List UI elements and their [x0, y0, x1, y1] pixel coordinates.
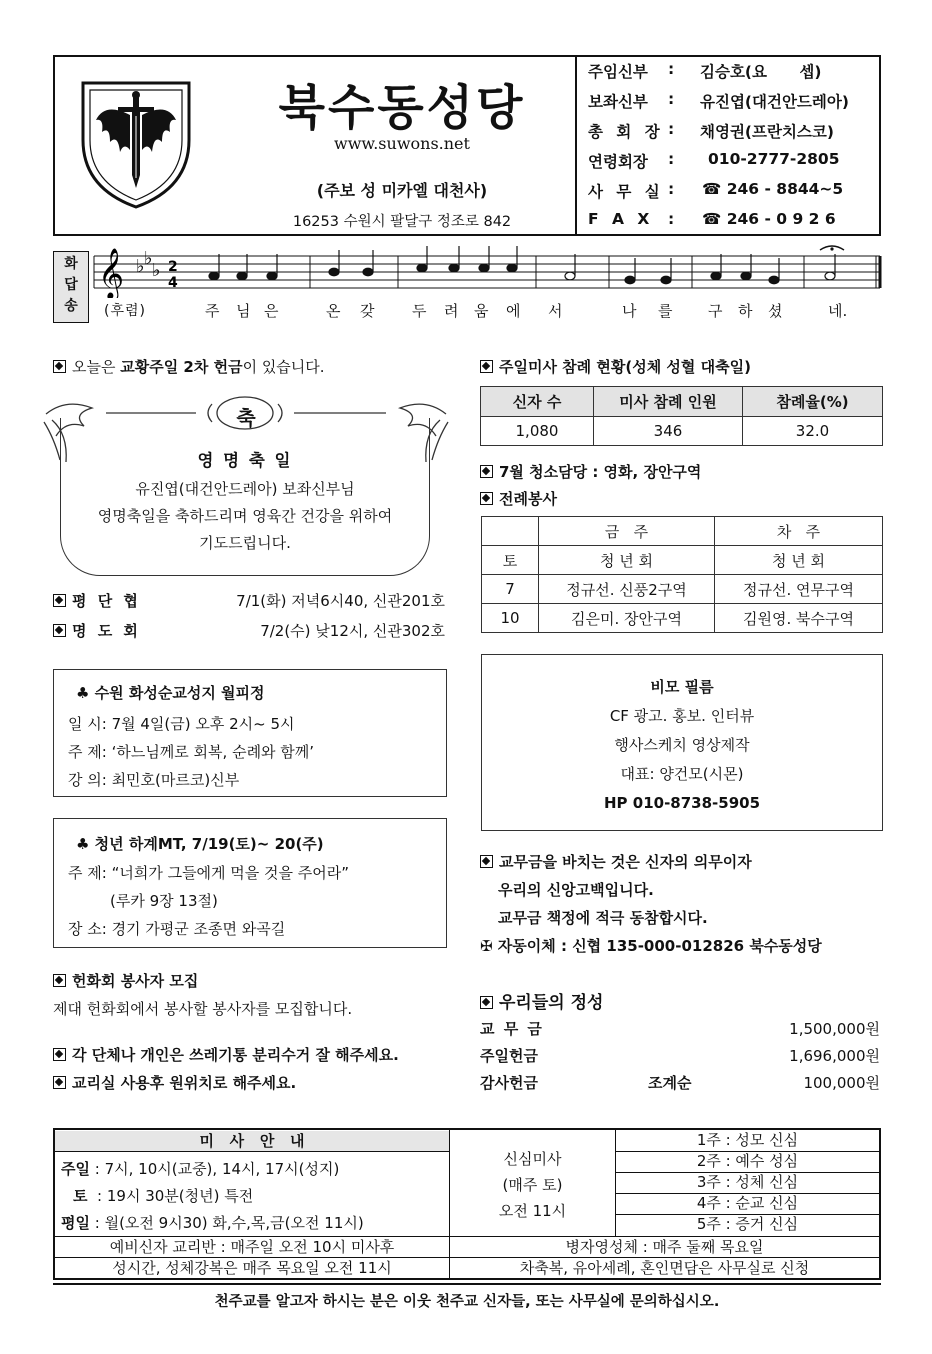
liturgy-table	[481, 516, 883, 633]
feast-symbol: 축	[236, 406, 256, 430]
staff-row: 총 회 장 : 채영권(프란치스코)	[588, 120, 834, 141]
offering-duty-notice: 교무금을 바치는 것은 신자의 의무이자 우리의 신앙고백입니다. 교무금 책정에 적극 동참합시다. ✠ 자동이체 : 신협 135-000-012826 북수동성당	[480, 848, 822, 960]
lyric-syllable: 를	[658, 302, 673, 320]
devotion-mass: 신심미사 (매주 토) 오전 11시	[498, 1150, 567, 1220]
notice-room: 교리실 사용후 원위치로 해주세요.	[53, 1072, 296, 1093]
mass-schedule-box	[53, 1128, 881, 1280]
feast-message: 유진엽(대건안드레아) 보좌신부님 영명축일을 축하드리며 영육간 건강을 위하여 기도드립니다.	[97, 480, 393, 552]
lyric-syllable: 주	[205, 302, 220, 320]
staff-row: 보좌신부 : 유진엽(대건안드레아)	[588, 90, 849, 111]
offering-title: 우리들의 정성	[480, 988, 603, 1013]
autopay-info: ✠ 자동이체 : 신협 135-000-012826 북수동성당	[480, 937, 822, 955]
notice-bullet-icon	[480, 492, 493, 505]
lyric-syllable: 네.	[828, 302, 848, 320]
table-header: 금 주	[539, 517, 715, 546]
pilgrimage-details: 일 시: 7월 4일(금) 오후 2시~ 5시 주 제: ‘하느님께로 회복, 순례와 함께’ 강 의: 최민호(마르코)신부	[68, 715, 315, 789]
lyric-syllable: 셨	[768, 302, 783, 320]
psalm-refrain: (후렴)	[104, 303, 146, 319]
offering-row: 감사헌금 조계순 100,000원	[480, 1074, 880, 1092]
footer-notice: 천주교를 알고자 하시는 분은 이웃 천주교 신자들, 또는 사무실에 문의하십시오.	[214, 1294, 720, 1310]
ad-box: 비모 필름 CF 광고. 홍보. 인터뷰 행사스케치 영상제작 대표: 양건모(시몬) HP 010-8738-5905	[481, 654, 883, 831]
table-row: 토 청 년 회 청 년 회	[482, 546, 883, 575]
staff-row: 주임신부 : 김승호(요 셉)	[588, 60, 822, 81]
catechumen-class: 예비신자 교리반 : 매주일 오전 10시 미사후	[109, 1238, 395, 1256]
shield-emblem-icon	[80, 80, 192, 210]
pilgrimage-title: ♣ 수원 화성순교성지 월피정	[76, 684, 265, 702]
feast-title: 영 명 축 일	[197, 451, 293, 470]
notice-bullet-icon	[480, 465, 493, 478]
lyric-syllable: 님	[236, 302, 251, 320]
table-header: 신자 수	[481, 387, 594, 417]
notice-bullet-icon	[480, 360, 493, 373]
table-row: 7 정규선. 신풍2구역 정규선. 연무구역	[482, 575, 883, 604]
offering-row: 교 무 금 1,500,000원	[480, 1020, 880, 1038]
parish-url[interactable]: www.suwons.net	[334, 134, 470, 153]
volunteer-title: 헌화회 봉사자 모집	[53, 970, 198, 991]
offering-list	[480, 1016, 880, 1097]
mass-times: 주일 : 7시, 10시(교중), 14시, 17시(성지) 토 : 19시 30분(청년) 특전 평일 : 월(오전 9시30) 화,수,목,금(오전 11시)	[61, 1160, 364, 1232]
youth-mt-details: 주 제: “너희가 그들에게 먹을 것을 주어라” (루카 9장 13절) 장 소: 경기 가평군 조종면 와곡길	[68, 864, 350, 938]
notice-bullet-icon	[53, 594, 66, 607]
table-header: 미사 참례 인원	[594, 387, 743, 417]
attendance-title: 주일미사 참례 현황(성체 성혈 대축일)	[480, 356, 751, 377]
notice-second-collection: 오늘은 교황주일 2차 헌금이 있습니다.	[53, 356, 325, 377]
table-cell: 1,080	[481, 417, 594, 446]
parish-title: 북수동성당	[278, 80, 526, 136]
cleaning-duty: 7월 청소담당 : 영화, 장안구역	[480, 461, 701, 482]
svg-text:𝄞: 𝄞	[98, 248, 125, 298]
lyric-syllable: 두	[412, 302, 427, 320]
table-cell: 346	[594, 417, 743, 446]
ad-title: 비모 필름	[650, 678, 714, 696]
offering-row: 주일헌금 1,696,000원	[480, 1047, 880, 1065]
liturgy-title: 전례봉사	[480, 488, 557, 509]
bulletin-subtitle: (주보 성 미카엘 대천사)	[316, 181, 488, 200]
psalm-staff	[92, 242, 882, 298]
lyric-syllable: 서	[548, 302, 563, 320]
svg-text:♭: ♭	[152, 260, 161, 281]
lyric-syllable: 움	[474, 302, 489, 320]
lyric-syllable: 구	[708, 302, 723, 320]
svg-text:♭: ♭	[136, 256, 145, 277]
meeting-row: 평 단 협 7/1(화) 저녁6시40, 신관201호	[53, 590, 445, 611]
lyric-syllable: 은	[264, 302, 279, 320]
svg-text:♭: ♭	[144, 248, 153, 269]
footer-divider	[53, 1283, 881, 1285]
staff-row: 사 무 실 : ☎ 246 - 8844~5	[588, 180, 844, 201]
pilgrimage-box	[53, 669, 447, 797]
notice-bullet-icon	[480, 855, 493, 868]
mass-title: 미 사 안 내	[55, 1131, 449, 1151]
youth-mt-title: ♣ 청년 하계MT, 7/19(토)~ 20(주)	[76, 835, 324, 853]
sick-communion: 병자영성체 : 매주 둘째 목요일	[565, 1238, 764, 1256]
notice-bullet-icon	[480, 996, 493, 1009]
meeting-row: 명 도 회 7/2(수) 낮12시, 신관302호	[53, 620, 445, 641]
psalm-label-box: 화 답 송	[53, 251, 89, 323]
attendance-table	[480, 386, 883, 446]
table-header: 참례율(%)	[743, 387, 883, 417]
notice-bullet-icon	[53, 1048, 66, 1061]
lyric-syllable: 나	[622, 302, 637, 320]
volunteer-text: 제대 헌화회에서 봉사할 봉사자를 모집합니다.	[53, 1000, 353, 1018]
table-cell: 32.0	[743, 417, 883, 446]
notice-bullet-icon	[53, 974, 66, 987]
staff-row: F A X : ☎ 246 - 0 9 2 6	[588, 210, 836, 228]
notice-bullet-icon	[53, 1076, 66, 1089]
lyric-syllable: 온	[326, 302, 341, 320]
svg-text:4: 4	[168, 275, 178, 291]
parish-address: 16253 수원시 팔달구 정조로 842	[292, 214, 512, 230]
lyric-syllable: 하	[738, 302, 753, 320]
table-row: 10 김은미. 장안구역 김원영. 북수구역	[482, 604, 883, 633]
svg-text:2: 2	[168, 259, 178, 275]
notice-bullet-icon	[53, 360, 66, 373]
table-cell	[482, 517, 539, 546]
holy-hour: 성시간, 성체강복은 매주 목요일 오전 11시	[112, 1259, 392, 1277]
blessing-requests: 차축복, 유아세례, 혼인면담은 사무실로 신청	[519, 1259, 810, 1277]
devotion-weeks: 1주 : 성모 신심 2주 : 예수 성심 3주 : 성체 신심 4주 : 순교 신심 5주 : 증거 신심	[696, 1131, 799, 1233]
notice-trash: 각 단체나 개인은 쓰레기통 분리수거 잘 해주세요.	[53, 1044, 399, 1065]
notice-bullet-icon	[53, 624, 66, 637]
youth-mt-box	[53, 818, 447, 948]
lyric-syllable: 려	[444, 302, 459, 320]
lyric-syllable: 갖	[360, 302, 375, 320]
table-header: 차 주	[715, 517, 883, 546]
staff-row: 연령회장 : 010-2777-2805	[588, 150, 840, 171]
ad-phone: HP 010-8738-5905	[603, 794, 761, 812]
lyric-syllable: 에	[506, 302, 521, 320]
